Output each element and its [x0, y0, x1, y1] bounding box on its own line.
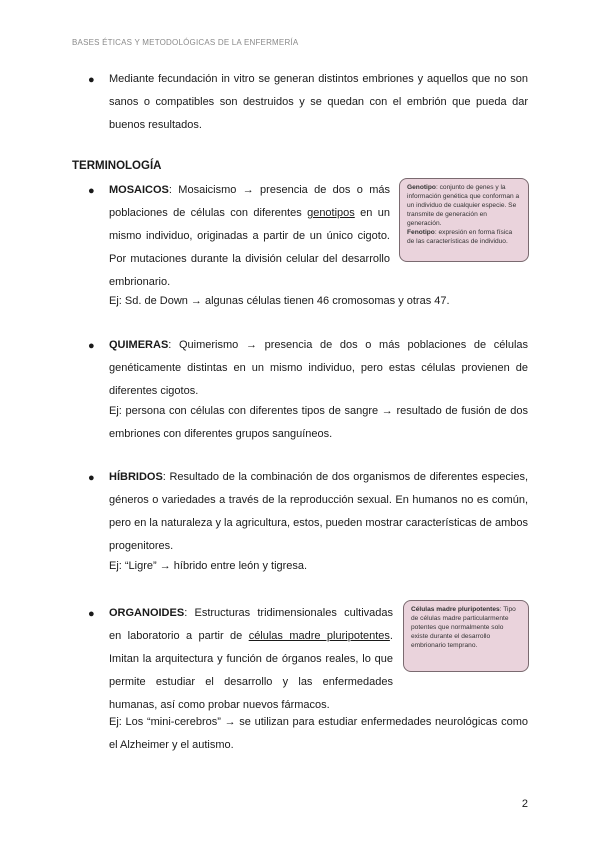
- section-title: TERMINOLOGÍA: [72, 160, 162, 172]
- mosaicos-paragraph: [109, 179, 390, 294]
- mosaicos-text-b: en un mismo individuo, originadas a partir de un único cigoto. Por mutaciones durante la división celular del desarrollo embrionario.: [109, 207, 391, 288]
- quimeras-text: : Quimerismo → presencia de dos o más poblaciones de células genéticamente distintas en un mismo individuo, pero estas células provienen de diferentes cigotos.: [109, 339, 528, 397]
- fenotipo-note-text: : expresión en forma física de las características de individuo.: [407, 229, 513, 245]
- fenotipo-note-title: Fenotipo: [407, 229, 435, 236]
- hibridos-term: HÍBRIDOS: [109, 471, 163, 483]
- organoides-text-a: : Estructuras tridimensionales cultivadas en laboratorio a partir de: [109, 607, 393, 642]
- mosaicos-text-a: : Mosaicismo → presencia de dos o más poblaciones de células con diferentes: [109, 184, 390, 219]
- bullet-icon: ●: [88, 608, 95, 620]
- mosaicos-example: Ej: Sd. de Down → algunas células tienen 46 cromosomas y otras 47.: [109, 295, 450, 307]
- genotipo-comment-box: [399, 178, 529, 262]
- bullet-icon: ●: [88, 185, 95, 197]
- genotipo-note-text: : conjunto de genes y la información genética que conforman a un individuo de cualquier especie. Se transmite de generación en generación.: [407, 184, 520, 227]
- quimeras-example: Ej: persona con células con diferentes tipos de sangre → resultado de fusión de dos embriones con diferentes grupos sanguíneos.: [109, 405, 528, 440]
- hibridos-text: : Resultado de la combinación de dos organismos de diferentes especies, géneros o variedades a través de la reproducción sexual. En humanos no es común, pero en la naturaleza y la agricultura, estos, pueden mostrar características de ambos progenitores.: [109, 471, 528, 552]
- genotipos-link: genotipos: [307, 207, 355, 219]
- genotipo-note-title: Genotipo: [407, 184, 436, 191]
- celulas-madre-comment-box: [403, 600, 529, 672]
- bullet-icon: ●: [88, 74, 95, 86]
- organoides-example: Ej: Los “mini-cerebros” → se utilizan para estudiar enfermedades neurológicas como el Alzheimer y el autismo.: [109, 716, 528, 751]
- mosaicos-term: MOSAICOS: [109, 184, 169, 196]
- page-number: 2: [521, 798, 528, 810]
- quimeras-term: QUIMERAS: [109, 339, 169, 351]
- celulas-madre-link: células madre pluripotentes: [248, 630, 390, 642]
- organoides-paragraph: [109, 602, 393, 717]
- organoides-term: ORGANOIDES: [109, 607, 185, 619]
- organoides-text-b: . Imitan la arquitectura y función de órganos reales, lo que permite estudiar el desarrollo y las enfermedades humanas, así como probar nuevos fármacos.: [109, 630, 393, 711]
- hibridos-example: Ej: “Ligre” → híbrido entre león y tigresa.: [109, 560, 308, 572]
- intro-paragraph: Mediante fecundación in vitro se generan distintos embriones y aquellos que no son sanos o compatibles son destruidos y se quedan con el embrión que pueda dar buenos resultados.: [109, 73, 528, 131]
- celulas-madre-note-text: : Tipo de células madre particularmente potentes que normalmente solo existe durante el desarrollo embrionario temprano.: [411, 606, 516, 649]
- celulas-madre-note-title: Células madre pluripotentes: [411, 606, 500, 613]
- page-header: BASES ÉTICAS Y METODOLÓGICAS DE LA ENFERMERÍA: [72, 38, 299, 47]
- hibridos-paragraph: [109, 466, 528, 558]
- bullet-icon: ●: [88, 472, 95, 484]
- quimeras-paragraph: [109, 334, 528, 403]
- bullet-icon: ●: [88, 340, 95, 352]
